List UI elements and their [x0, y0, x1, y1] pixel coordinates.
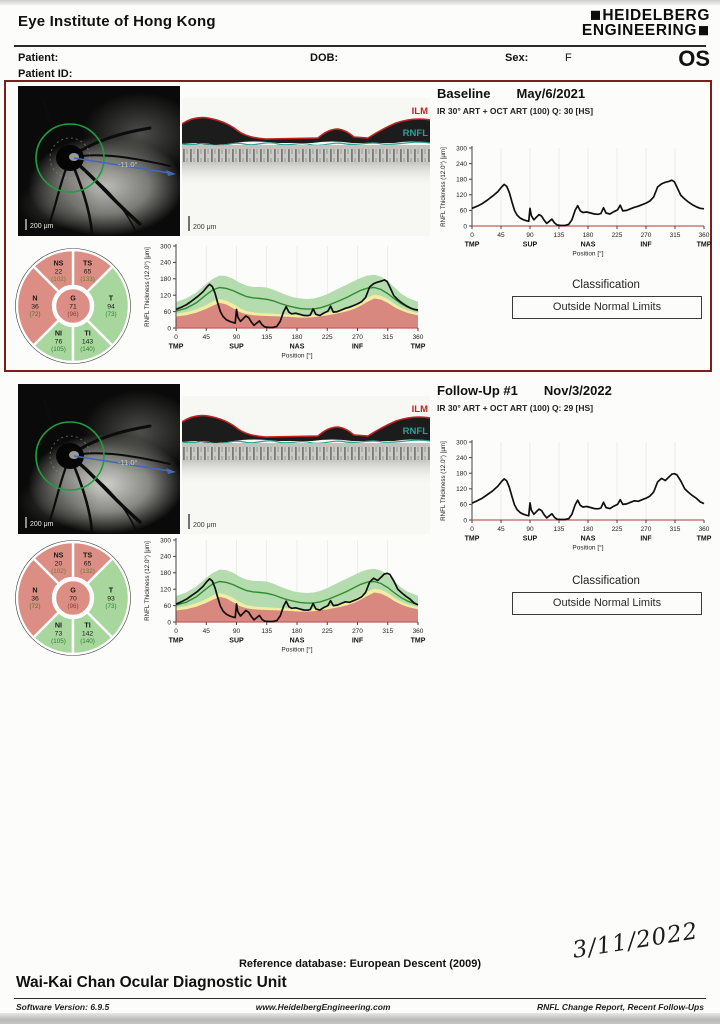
- svg-text:Position [°]: Position [°]: [572, 544, 604, 552]
- svg-text:NAS: NAS: [289, 343, 305, 351]
- svg-text:SUP: SUP: [522, 535, 538, 543]
- svg-text:36: 36: [31, 303, 39, 311]
- svg-text:RNFL Thickness (12.0°) [μm]: RNFL Thickness (12.0°) [μm]: [440, 441, 447, 521]
- svg-text:TMP: TMP: [168, 637, 184, 645]
- fundus-svg: [18, 384, 180, 534]
- svg-text:60: 60: [459, 207, 467, 215]
- bscan-scale-label: 200 μm: [193, 522, 217, 529]
- followup-rnfl-profile-chart: [438, 436, 714, 554]
- svg-text:142: 142: [81, 630, 94, 638]
- svg-text:270: 270: [640, 232, 652, 239]
- svg-text:TMP: TMP: [696, 241, 712, 249]
- svg-text:315: 315: [669, 232, 681, 239]
- svg-text:SUP: SUP: [229, 343, 244, 351]
- svg-text:143: 143: [81, 338, 94, 346]
- svg-text:TMP: TMP: [168, 343, 184, 351]
- ilm-label: ILM: [411, 404, 428, 415]
- handwritten-date: 3/11/2022: [570, 918, 701, 964]
- svg-text:60: 60: [163, 602, 171, 610]
- svg-text:T: T: [108, 585, 114, 595]
- diagnostic-unit-name: Wai-Kai Chan Ocular Diagnostic Unit: [16, 974, 287, 991]
- svg-text:180: 180: [582, 526, 594, 533]
- svg-text:(105): (105): [51, 638, 66, 646]
- svg-text:Position [°]: Position [°]: [281, 352, 313, 360]
- svg-text:NAS: NAS: [580, 241, 596, 249]
- svg-text:TS: TS: [82, 258, 93, 268]
- svg-text:N: N: [32, 585, 38, 595]
- svg-text:RNFL Thickness (12.0°) [μm]: RNFL Thickness (12.0°) [μm]: [144, 247, 151, 327]
- logo-square-icon: [699, 26, 708, 35]
- svg-text:SUP: SUP: [229, 637, 244, 645]
- scan-edge-top: [0, 0, 720, 5]
- svg-text:TS: TS: [82, 550, 93, 560]
- baseline-classification-label: Classification: [572, 279, 640, 291]
- svg-text:NAS: NAS: [580, 535, 596, 543]
- svg-text:135: 135: [553, 232, 565, 239]
- fundus-scale-label: 200 μm: [30, 223, 54, 230]
- dob-label: DOB:: [310, 52, 339, 64]
- svg-text:RNFL Thickness (12.0°) [μm]: RNFL Thickness (12.0°) [μm]: [144, 541, 151, 621]
- svg-text:RNFL Thickness (12.0°) [μm]: RNFL Thickness (12.0°) [μm]: [440, 147, 447, 227]
- svg-text:Position [°]: Position [°]: [281, 646, 313, 654]
- svg-text:TMP: TMP: [696, 535, 712, 543]
- svg-text:360: 360: [412, 628, 424, 635]
- svg-text:TI: TI: [84, 328, 91, 338]
- svg-text:22: 22: [54, 268, 63, 276]
- svg-text:TMP: TMP: [410, 637, 426, 645]
- svg-text:TMP: TMP: [464, 241, 480, 249]
- svg-text:270: 270: [640, 526, 652, 533]
- baseline-scan-info: IR 30° ART + OCT ART (100) Q: 30 [HS]: [437, 106, 594, 116]
- svg-text:0: 0: [174, 628, 178, 635]
- software-version: Software Version: 6.9.5: [16, 1002, 110, 1012]
- fodi-angle-label: -11.0°: [118, 160, 138, 169]
- svg-text:180: 180: [582, 232, 594, 239]
- baseline-rnfl-profile-chart: [438, 142, 714, 260]
- svg-text:(73): (73): [105, 311, 117, 318]
- fundus-svg: [18, 86, 180, 236]
- svg-text:0: 0: [463, 517, 467, 525]
- svg-text:300: 300: [160, 243, 171, 251]
- svg-text:NAS: NAS: [289, 637, 305, 645]
- svg-text:315: 315: [382, 628, 394, 635]
- svg-text:180: 180: [291, 334, 303, 341]
- svg-text:135: 135: [261, 628, 273, 635]
- svg-text:76: 76: [54, 338, 63, 346]
- svg-text:71: 71: [69, 303, 77, 311]
- svg-text:(96): (96): [67, 311, 79, 318]
- svg-text:(140): (140): [80, 638, 95, 646]
- baseline-header: [437, 85, 593, 116]
- svg-text:45: 45: [202, 628, 210, 635]
- svg-text:240: 240: [456, 160, 467, 168]
- svg-text:(73): (73): [105, 603, 117, 610]
- svg-text:315: 315: [669, 526, 681, 533]
- logo-square-icon: [591, 11, 600, 20]
- svg-text:NS: NS: [53, 550, 64, 560]
- fundus-scale-label: 200 μm: [30, 521, 54, 528]
- fodi-angle-label: -11.0°: [118, 458, 138, 467]
- baseline-rnfl-profile-bands-chart: [142, 240, 428, 362]
- svg-text:INF: INF: [640, 535, 652, 543]
- svg-text:300: 300: [160, 537, 171, 545]
- svg-text:315: 315: [382, 334, 394, 341]
- svg-text:0: 0: [470, 526, 474, 533]
- svg-text:(132): (132): [80, 567, 95, 575]
- followup-title: Follow-Up #1: [437, 383, 518, 398]
- svg-text:45: 45: [497, 232, 505, 239]
- rnfl-label: RNFL: [402, 426, 428, 437]
- svg-text:60: 60: [459, 501, 467, 509]
- svg-text:T: T: [108, 293, 114, 303]
- svg-text:NS: NS: [53, 258, 64, 268]
- reference-database: Reference database: European Descent (2009): [238, 958, 482, 970]
- svg-text:70: 70: [69, 595, 77, 603]
- svg-text:G: G: [70, 585, 76, 595]
- svg-text:SUP: SUP: [522, 241, 538, 249]
- svg-text:240: 240: [160, 259, 171, 267]
- svg-text:Position [°]: Position [°]: [572, 250, 604, 258]
- svg-text:20: 20: [54, 560, 63, 568]
- followup-classification-badge: Outside Normal Limits: [512, 592, 702, 615]
- svg-text:90: 90: [526, 526, 534, 533]
- svg-text:240: 240: [160, 553, 171, 561]
- baseline-oct-bscan: [182, 98, 430, 241]
- svg-text:120: 120: [456, 486, 467, 494]
- svg-text:120: 120: [160, 586, 171, 594]
- svg-text:94: 94: [107, 303, 115, 311]
- svg-text:90: 90: [526, 232, 534, 239]
- baseline-date: May/6/2021: [516, 86, 586, 101]
- footer-meta-row: [0, 1002, 720, 1012]
- followup-rnfl-profile-bands-chart: [142, 534, 428, 656]
- followup-header: [437, 382, 612, 413]
- followup-fundus-image: [18, 384, 180, 539]
- logo-line1: HEIDELBERG: [602, 6, 710, 25]
- svg-text:INF: INF: [351, 343, 364, 351]
- svg-text:360: 360: [412, 334, 424, 341]
- laterality-os: OS: [678, 46, 710, 71]
- svg-text:240: 240: [456, 454, 467, 462]
- svg-text:(102): (102): [51, 275, 66, 283]
- svg-text:120: 120: [160, 292, 171, 300]
- svg-text:G: G: [70, 293, 76, 303]
- svg-text:180: 180: [456, 470, 467, 478]
- svg-text:0: 0: [174, 334, 178, 341]
- svg-text:60: 60: [163, 308, 171, 316]
- svg-text:0: 0: [167, 325, 171, 333]
- followup-sector-chart: [11, 532, 135, 660]
- report-type: RNFL Change Report, Recent Follow-Ups: [536, 1002, 704, 1012]
- svg-text:270: 270: [352, 628, 363, 635]
- svg-text:NI: NI: [54, 620, 63, 630]
- scan-edge-bottom: [0, 1013, 720, 1024]
- footer-divider: [14, 998, 706, 999]
- svg-text:36: 36: [31, 595, 39, 603]
- patient-label: Patient:: [18, 52, 59, 64]
- baseline-title: Baseline: [437, 86, 491, 101]
- svg-text:INF: INF: [640, 241, 652, 249]
- svg-text:TMP: TMP: [410, 343, 426, 351]
- svg-text:65: 65: [83, 268, 92, 276]
- svg-text:180: 180: [456, 176, 467, 184]
- svg-text:360: 360: [698, 526, 710, 533]
- svg-text:225: 225: [611, 232, 623, 239]
- svg-text:N: N: [32, 293, 38, 303]
- svg-text:90: 90: [232, 334, 241, 341]
- svg-text:225: 225: [321, 628, 333, 635]
- svg-text:TI: TI: [84, 620, 91, 630]
- bscan-scale-label: 200 μm: [193, 224, 217, 231]
- svg-text:90: 90: [232, 628, 241, 635]
- clinic-name: Eye Institute of Hong Kong: [18, 13, 216, 30]
- svg-text:135: 135: [553, 526, 565, 533]
- svg-text:360: 360: [698, 232, 710, 239]
- svg-text:180: 180: [160, 570, 171, 578]
- svg-text:65: 65: [83, 560, 92, 568]
- svg-text:(102): (102): [51, 567, 66, 575]
- svg-text:(133): (133): [80, 275, 95, 283]
- svg-text:(105): (105): [51, 346, 66, 354]
- heidelberg-logo: [582, 8, 710, 39]
- svg-text:0: 0: [470, 232, 474, 239]
- svg-text:(72): (72): [29, 603, 41, 610]
- baseline-classification-badge: Outside Normal Limits: [512, 296, 702, 319]
- svg-text:180: 180: [160, 276, 171, 284]
- svg-text:225: 225: [611, 526, 623, 533]
- header-divider: [14, 45, 706, 47]
- svg-text:0: 0: [167, 619, 171, 627]
- ilm-label: ILM: [411, 106, 428, 117]
- sex-label: Sex:: [505, 52, 529, 64]
- svg-text:(140): (140): [80, 346, 95, 354]
- sex-value: F: [565, 52, 572, 64]
- bscan-svg: [182, 98, 430, 236]
- followup-scan-info: IR 30° ART + OCT ART (100) Q: 29 [HS]: [437, 403, 594, 413]
- followup-classification-label: Classification: [572, 575, 640, 587]
- svg-text:93: 93: [107, 595, 115, 603]
- svg-text:INF: INF: [351, 637, 364, 645]
- baseline-fundus-image: [18, 86, 180, 241]
- website-url: www.HeidelbergEngineering.com: [255, 1002, 391, 1012]
- followup-date: Nov/3/2022: [543, 383, 612, 398]
- svg-text:73: 73: [54, 630, 63, 638]
- svg-text:NI: NI: [54, 328, 63, 338]
- svg-text:45: 45: [202, 334, 210, 341]
- svg-text:(72): (72): [29, 311, 41, 318]
- rnfl-label: RNFL: [402, 128, 428, 139]
- svg-text:225: 225: [321, 334, 333, 341]
- svg-text:180: 180: [291, 628, 303, 635]
- logo-line2: ENGINEERING: [581, 21, 697, 40]
- bscan-svg: [182, 396, 430, 534]
- svg-text:45: 45: [497, 526, 505, 533]
- svg-text:300: 300: [456, 439, 467, 447]
- svg-text:135: 135: [261, 334, 273, 341]
- svg-text:(96): (96): [67, 603, 79, 610]
- patient-id-label: Patient ID:: [18, 68, 73, 80]
- svg-text:TMP: TMP: [464, 535, 480, 543]
- followup-oct-bscan: [182, 396, 430, 539]
- svg-text:0: 0: [463, 223, 467, 231]
- baseline-sector-chart: [11, 240, 135, 368]
- svg-text:120: 120: [456, 192, 467, 200]
- svg-text:300: 300: [456, 145, 467, 153]
- svg-text:270: 270: [352, 334, 363, 341]
